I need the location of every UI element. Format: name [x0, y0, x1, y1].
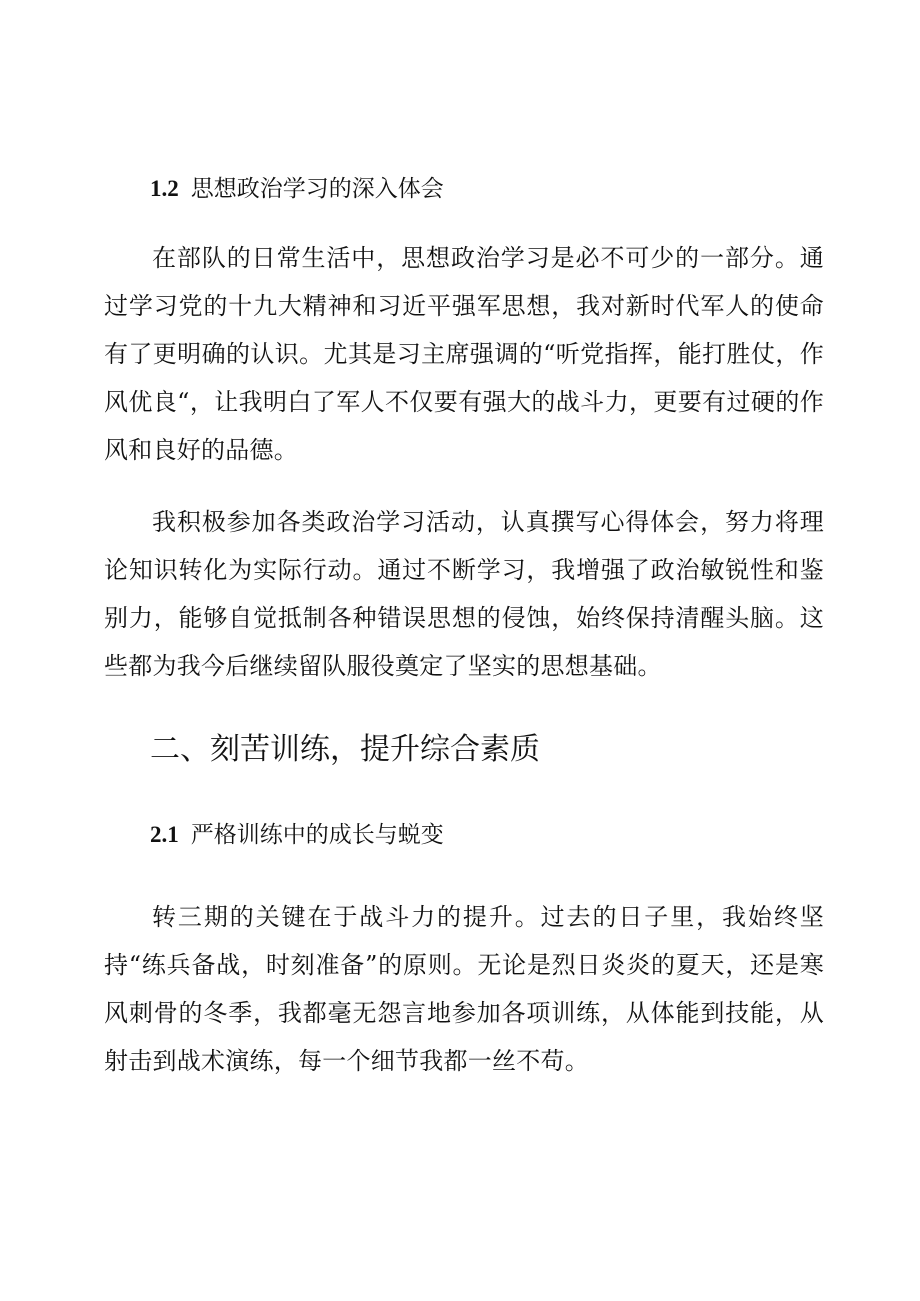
section-number: 1.2	[150, 176, 179, 201]
section-1-2-heading	[150, 174, 444, 204]
section-title: 严格训练中的成长与蜕变	[190, 822, 444, 848]
chapter-heading: 二、刻苦训练，提升综合素质	[150, 732, 540, 767]
section-2-1-heading	[150, 820, 444, 850]
section-title: 思想政治学习的深入体会	[190, 176, 444, 202]
paragraph: 我积极参加各类政治学习活动，认真撰写心得体会，努力将理论知识转化为实际行动。通过不断学习，我增强了政治敏锐性和鉴别力，能够自觉抵制各种错误思想的侵蚀，始终保持清醒头脑。这些都为我今后继续留队服役奠定了坚实的思想基础。	[104, 508, 824, 680]
paragraph: 在部队的日常生活中，思想政治学习是必不可少的一部分。通过学习党的十九大精神和习近平强军思想，我对新时代军人的使命有了更明确的认识。尤其是习主席强调的“听党指挥，能打胜仗，作风优良“，让我明白了军人不仅要有强大的战斗力，更要有过硬的作风和良好的品德。	[104, 244, 824, 464]
paragraph: 转三期的关键在于战斗力的提升。过去的日子里，我始终坚持“练兵备战，时刻准备”的原则。无论是烈日炎炎的夏天，还是寒风刺骨的冬季，我都毫无怨言地参加各项训练，从体能到技能，从射击到战术演练，每一个细节我都一丝不苟。	[104, 903, 824, 1075]
section-number: 2.1	[150, 822, 179, 847]
